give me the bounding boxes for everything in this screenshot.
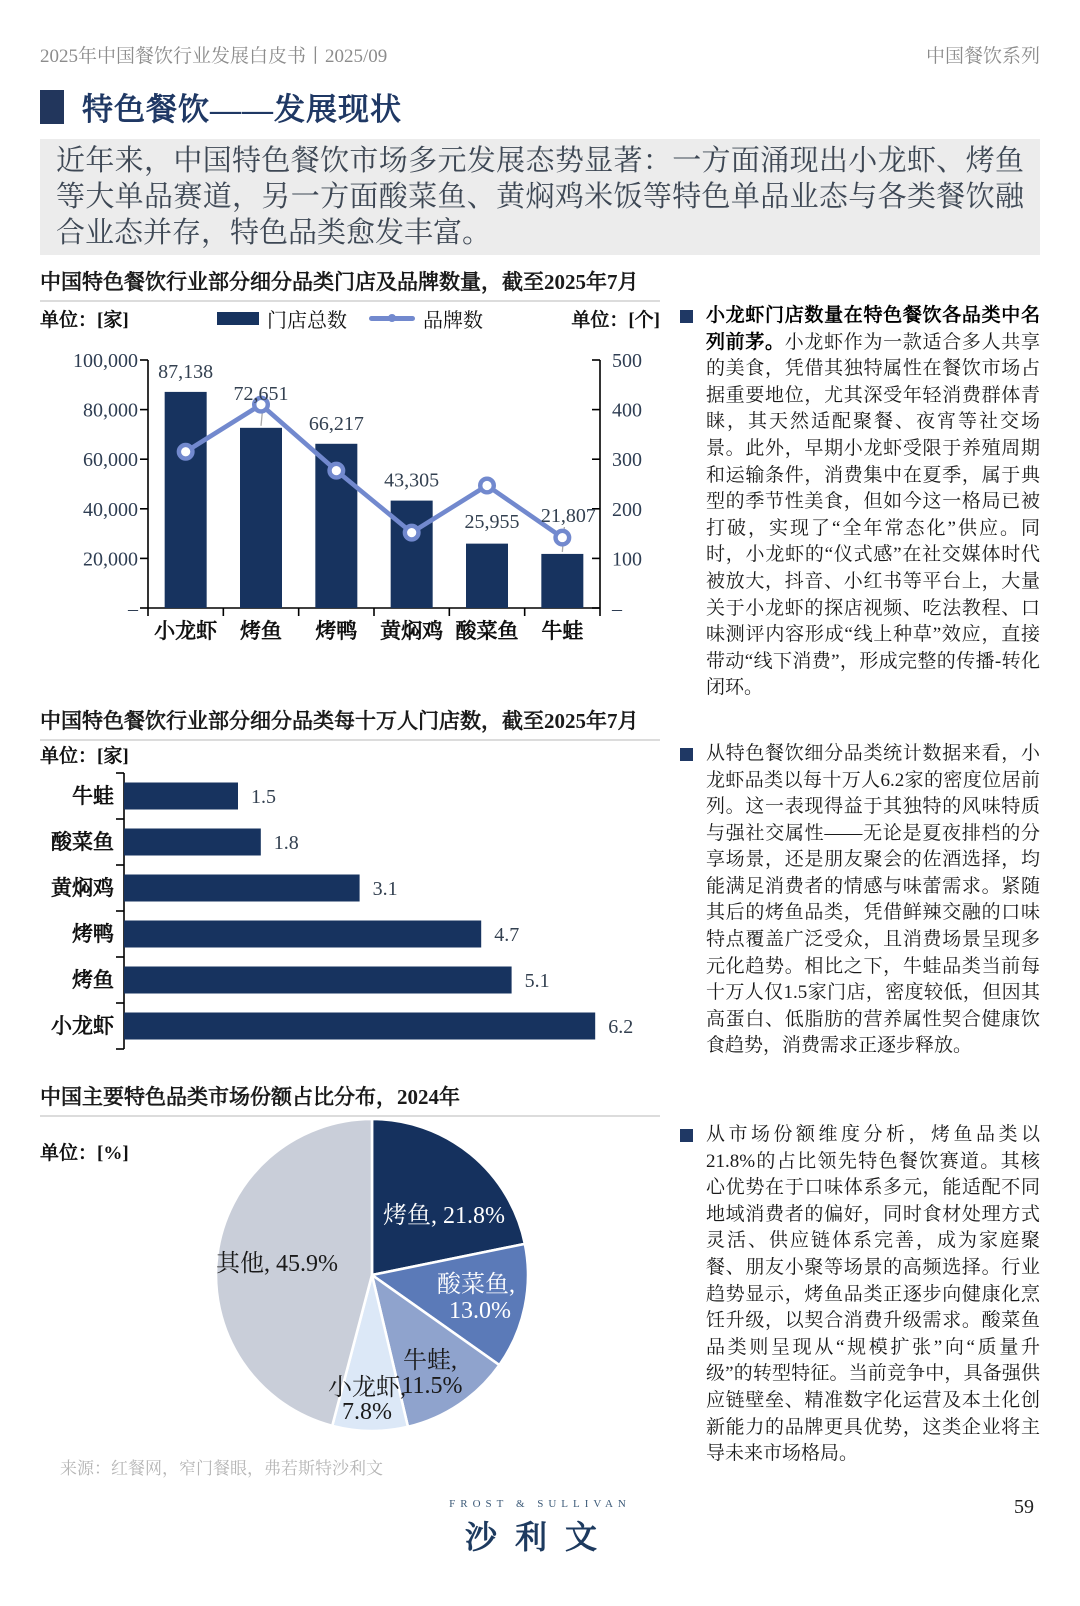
bullet-1-lead: 小龙虾门店数量在特色餐饮各品类中名列前茅。 [706, 305, 1040, 353]
brand-count-marker [179, 445, 193, 459]
bullet-1-body: 小龙虾作为一款适合多人共享的美食，凭借其独特属性在餐饮市场占据重要地位，尤其深受年轻消费群体青睐，其天然适配聚餐、夜宵等社交场景。此外，早期小龙虾受限于养殖周期和运输条件，消费集中在夏季，属于典型的季节性美食，但如今这一格局已被打破，实现了“全年常态化”供应。同时，小龙虾的“仪式感”在社交媒体时代被放大，抖音、小红书等平台上，大量关于小龙虾的探店视频、吃法教程、口味测评内容形成“线上种草”效应，直接带动“线下消费”，形成完整的传播-转化闭环。 [706, 331, 1040, 699]
pie-label-烤鱼: 烤鱼, 21.8% [383, 1203, 505, 1230]
bullet-3-text [706, 1122, 1040, 1468]
left-axis-tick-label: 60,000 [83, 449, 138, 472]
bullet-1 [680, 269, 1040, 702]
bar-value-label: 43,305 [384, 469, 440, 492]
chart2-title: 中国特色餐饮行业部分细分品类每十万人门店数，截至2025年7月 [40, 708, 660, 741]
bar-烤鱼 [240, 428, 282, 608]
right-axis-tick-label: 500 [612, 350, 642, 372]
bar-牛蛙 [124, 782, 238, 809]
chart1-unit-right: 单位：[个] [571, 309, 660, 331]
bar-value-label: 66,217 [308, 412, 364, 435]
category-label: 牛蛙 [541, 619, 584, 643]
brand-count-marker [405, 526, 419, 540]
title-square-icon [40, 90, 64, 124]
category-label: 小龙虾 [51, 1013, 114, 1038]
bar-value-label: 25,955 [464, 511, 520, 533]
section-store-brand-count [40, 269, 1040, 702]
bar-小龙虾 [124, 1012, 595, 1039]
right-axis-tick-label: 400 [612, 399, 642, 422]
right-axis-tick-label: 100 [612, 548, 642, 571]
report-page [0, 46, 1080, 1606]
category-label: 烤鱼 [72, 967, 114, 992]
chart3-unit-left: 单位：[%] [40, 1143, 129, 1165]
pie-label-牛蛙: 牛蛙, [403, 1348, 457, 1375]
source-note: 来源：红餐网，窄门餐眼，弗若斯特沙利文 [60, 1459, 383, 1478]
left-axis-tick-label: 20,000 [83, 548, 138, 571]
category-label: 小龙虾 [154, 619, 218, 643]
chart1-title: 中国特色餐饮行业部分细分品类门店及品牌数量，截至2025年7月 [40, 269, 660, 302]
page-header [40, 46, 1040, 68]
category-label: 烤鸭 [72, 921, 114, 946]
bullet-square-icon [680, 748, 693, 761]
bullet-2-body: 从特色餐饮细分品类统计数据来看，小龙虾品类以每十万人6.2家的密度位居前列。这一表现得益于其独特的风味特质与强社交属性——无论是夏夜排档的分享场景，还是朋友聚会的佐酒选择，均能满足消费者的情感与味蕾需求。紧随其后的烤鱼品类，凭借鲜辣交融的口味特点覆盖广泛受众，且消费场景呈现多元化趋势。相比之下，牛蛙品类当前每十万人仅1.5家门店，密度较低，但因其高蛋白、低脂肪的营养属性契合健康饮食趋势，消费需求正逐步释放。 [706, 742, 1040, 1057]
category-label: 烤鸭 [315, 619, 358, 643]
title-row [40, 84, 1040, 129]
bar-value-label: 1.8 [273, 831, 299, 854]
category-label: 烤鱼 [240, 619, 282, 643]
bar-黄焖鸡 [124, 874, 360, 901]
brand-count-marker [480, 479, 494, 493]
legend-line-swatch-icon [369, 311, 415, 326]
pie-chart-block [40, 1084, 660, 1468]
bar-牛蛙 [541, 554, 583, 608]
page-number: 59 [1014, 1496, 1034, 1518]
brand-count-marker [330, 464, 344, 478]
pie-label-其他: 其他, 45.9% [216, 1251, 338, 1278]
bar-value-label: 87,138 [158, 360, 214, 383]
chart1-legend [217, 304, 483, 333]
chart2-units-row [40, 743, 660, 767]
legend-bar-swatch-icon [217, 312, 259, 325]
category-label: 牛蛙 [72, 783, 114, 808]
frost-sullivan-logo [0, 1498, 1080, 1558]
legend-line-label: 品牌数 [423, 309, 483, 332]
chart1-units-row [40, 304, 660, 332]
bullet-2 [680, 708, 1040, 1060]
bar-烤鸭 [124, 920, 481, 947]
category-label: 黄焖鸡 [380, 619, 444, 643]
logo-chinese-text: 沙利文 [464, 1519, 615, 1555]
left-axis-tick-label: – [128, 598, 138, 620]
hbar-chart-svg [40, 769, 660, 1059]
combo-chart-block [40, 269, 660, 702]
section-market-share [40, 1084, 1040, 1468]
left-axis-tick-label: 40,000 [83, 498, 138, 521]
bar-value-label: 5.1 [524, 969, 550, 992]
category-label: 黄焖鸡 [51, 875, 114, 900]
brand-count-marker [556, 531, 570, 545]
bar-value-label: 6.2 [608, 1015, 634, 1038]
right-axis-tick-label: – [612, 598, 622, 620]
bar-value-label: 72,651 [233, 383, 289, 405]
pie-label-牛蛙: 11.5% [401, 1373, 463, 1400]
pie-label-酸菜鱼: 酸菜鱼, [437, 1272, 515, 1299]
combo-chart-svg [40, 338, 660, 660]
bar-酸菜鱼 [124, 828, 261, 855]
pie-chart-svg [40, 1117, 660, 1447]
chart3-title: 中国主要特色品类市场份额占比分布，2024年 [40, 1084, 660, 1117]
pie-label-酸菜鱼: 13.0% [449, 1298, 511, 1325]
header-right: 中国餐饮系列 [925, 46, 1040, 67]
bar-黄焖鸡 [391, 501, 433, 608]
category-label: 酸菜鱼 [51, 829, 114, 854]
bullet-3-body: 从市场份额维度分析，烤鱼品类以21.8%的占比领先特色餐饮赛道。其核心优势在于口味体系多元，能适配不同地域消费者的偏好，同时食材处理方式灵活、供应链体系完善，成为家庭聚餐、朋友小聚等场景的高频选择。行业趋势显示，烤鱼品类正逐步向健康化烹饪升级，以契合消费升级需求。酸菜鱼品类则呈现从“规模扩张”向“质量升级”的转型特征。当前竞争中，具备强供应链壁垒、精准数字化运营及本土化创新能力的品牌更具优势，这类企业将主导未来市场格局。 [706, 1124, 1040, 1465]
legend-bar-label: 门店总数 [267, 309, 347, 332]
bar-value-label: 1.5 [251, 785, 276, 808]
right-axis-tick-label: 200 [612, 498, 642, 521]
pie-label-小龙虾: 7.8% [342, 1399, 392, 1426]
hbar-chart-block [40, 708, 660, 1060]
right-axis-tick-label: 300 [612, 449, 642, 472]
pie-label-小龙虾: 小龙虾, [328, 1375, 406, 1402]
bar-value-label: 3.1 [372, 877, 398, 900]
bullet-square-icon [680, 1129, 693, 1142]
category-label: 酸菜鱼 [455, 619, 519, 643]
left-axis-tick-label: 80,000 [83, 399, 138, 422]
chart2-unit-left: 单位：[家] [40, 746, 129, 768]
logo-english-text: FROST & SULLIVAN [449, 1498, 631, 1510]
bar-烤鱼 [124, 966, 512, 993]
bullet-1-text [706, 303, 1040, 702]
bar-酸菜鱼 [466, 544, 508, 608]
left-axis-tick-label: 100,000 [73, 350, 138, 372]
bullet-square-icon [680, 310, 693, 323]
header-left: 2025年中国餐饮行业发展白皮书丨2025/09 [40, 46, 388, 67]
bar-小龙虾 [165, 392, 207, 608]
page-title: 特色餐饮——发展现状 [82, 92, 402, 127]
bar-value-label: 4.7 [494, 923, 520, 946]
bullet-3 [680, 1084, 1040, 1468]
intro-paragraph: 近年来，中国特色餐饮市场多元发展态势显著：一方面涌现出小龙虾、烤鱼等大单品赛道，另一方面酸菜鱼、黄焖鸡米饭等特色单品业态与各类餐饮融合业态并存，特色品类愈发丰富。 [40, 139, 1040, 255]
bar-value-label: 21,807 [540, 505, 596, 527]
section-density [40, 708, 1040, 1060]
chart1-unit-left: 单位：[家] [40, 309, 129, 331]
bullet-2-text [706, 741, 1040, 1060]
